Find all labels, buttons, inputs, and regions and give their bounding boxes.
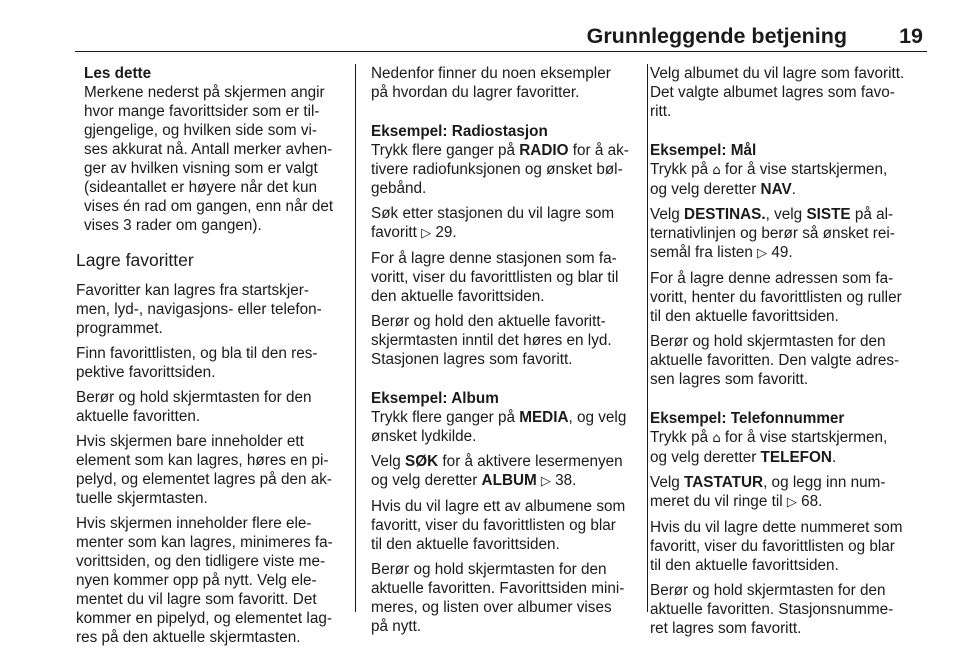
text-line: til den aktuelle favorittsiden.: [371, 536, 560, 553]
section-heading: Lagre favoritter: [76, 250, 194, 270]
paragraph: Trykk på ⌂ for å vise startskjermen, og velg deretter TELEFON.: [650, 429, 888, 466]
paragraph: Velg DESTINAS., velg SISTE på al- ternativlinjen og berør så ønsket rei- semål fra listen ▷ 49.: [650, 205, 928, 263]
text-line: voritt, viser du favorittlisten og blar til: [371, 269, 619, 286]
text-line: ret lagres som favoritt.: [650, 620, 802, 637]
paragraph: Velg TASTATUR, og legg inn num- meret du vil ringe til ▷ 68.: [650, 474, 886, 510]
text-line: meres, og listen over albumer vises: [371, 599, 612, 616]
text-line: ger av hvilken visning som er valgt: [84, 160, 318, 177]
text-line: Merkene nederst på skjermen angir: [84, 84, 325, 101]
example-heading-album: Eksempel: Album: [371, 390, 499, 407]
text-line: aktuelle favoritten.: [76, 408, 201, 425]
text-line: For å lagre denne stasjonen som fa-: [371, 250, 617, 267]
paragraph: [650, 332, 928, 389]
text-line: For å lagre denne adressen som fa-: [650, 270, 894, 287]
column-3: [650, 64, 928, 644]
example-heading-radio: Eksempel: Radiostasjon: [371, 123, 548, 140]
paragraph: Søk etter stasjonen du vil lagre som favoritt ▷ 29.: [371, 204, 641, 243]
text-line: favoritt, viser du favorittlisten og blar: [371, 517, 616, 534]
text-line: Velg albumet du vil lagre som favoritt.: [650, 65, 905, 82]
paragraph: [371, 312, 641, 369]
page-title: Grunnleggende betjening: [586, 24, 847, 48]
text-line: kommer en pipelyd, og elementet lag-: [76, 610, 332, 627]
text-line: nyen kommer opp på nytt. Velg ele-: [76, 572, 317, 589]
paragraph: [371, 560, 641, 636]
text-line: ses akkurat nå. Antall merker avhen-: [84, 141, 333, 158]
home-icon: ⌂: [712, 431, 721, 446]
text-line: programmet.: [76, 320, 163, 337]
paragraph: [371, 497, 641, 554]
triangle-ref-icon: ▷: [757, 246, 768, 261]
column-divider-2: [647, 64, 648, 612]
paragraph: [371, 249, 641, 306]
text-line: sen lagres som favoritt.: [650, 371, 809, 388]
text-line: Hvis du vil lagre dette nummeret som: [650, 519, 903, 536]
triangle-ref-icon: ▷: [536, 474, 551, 489]
text-line: voritt, henter du favorittlisten og ruller: [650, 289, 902, 306]
text-line: den aktuelle favorittsiden.: [371, 288, 545, 305]
paragraph: Trykk flere ganger på RADIO for å ak- tivere radiofunksjonen og ønsket bøl- gebånd.: [371, 141, 641, 198]
text-line: Berør og hold skjermtasten for den: [650, 582, 886, 599]
text-line: vises én rad om gangen, enn når det: [84, 198, 334, 215]
text-line: Finn favorittlisten, og bla til den res-: [76, 345, 318, 362]
page-number: 19: [899, 24, 923, 48]
text-line: aktuelle favoritten. Den valgte adres-: [650, 352, 900, 369]
text-line: på nytt.: [371, 618, 422, 635]
text-line: element som kan lagres, høres en pi-: [76, 452, 329, 469]
column-2: [371, 64, 641, 642]
paragraph: [650, 518, 928, 575]
paragraph: Trykk på ⌂ for å vise startskjermen, og velg deretter NAV.: [650, 161, 888, 198]
note-text: [84, 83, 344, 235]
text-line: til den aktuelle favorittsiden.: [650, 308, 839, 325]
text-line: Stasjonen lagres som favoritt.: [371, 351, 573, 368]
text-line: pektive favorittsiden.: [76, 364, 216, 381]
text-line: gjengelige, og hvilken side som vi-: [84, 122, 317, 139]
text-line: favoritt, viser du favorittlisten og blar: [650, 538, 895, 555]
text-line: vises 3 rader om gangen).: [84, 217, 262, 234]
text-line: res på den aktuelle skjermtasten.: [76, 629, 301, 646]
paragraph: [650, 269, 928, 326]
text-line: Hvis skjermen bare inneholder ett: [76, 433, 304, 450]
text-line: ritt.: [650, 103, 672, 120]
paragraph: Velg SØK for å aktivere lesermenyen og velg deretter ALBUM ▷ 38.: [371, 453, 623, 489]
text-line: ternativlinjen og berør så ønsket rei-: [650, 225, 895, 242]
text-line: tivere radiofunksjonen og ønsket bøl-: [371, 161, 623, 178]
text-line: tuelle skjermtasten.: [76, 490, 208, 507]
text-line: Berør og hold skjermtasten for den: [371, 561, 607, 578]
home-icon: ⌂: [712, 163, 721, 178]
paragraph: [76, 514, 344, 647]
text-line: hvor mange favorittsider som er til-: [84, 103, 320, 120]
text-line: Nedenfor finner du noen eksempler: [371, 65, 611, 82]
text-line: (sideantallet er høyere når det kun: [84, 179, 317, 196]
paragraph: Trykk flere ganger på MEDIA, og velg ønsket lydkilde.: [371, 409, 627, 445]
note-heading: Les dette: [84, 65, 152, 82]
example-heading-phone: Eksempel: Telefonnummer: [650, 410, 845, 427]
triangle-ref-icon: ▷: [421, 226, 432, 241]
text-line: aktuelle favoritten. Favorittsiden mini-: [371, 580, 625, 597]
text-line: mentet du vil lagre som favoritt. Det: [76, 591, 317, 608]
text-line: aktuelle favoritten. Stasjonsnumme-: [650, 601, 894, 618]
text-line: vorittsiden, og den tidligere viste me-: [76, 553, 326, 570]
paragraph: [650, 64, 928, 121]
text-line: til den aktuelle favorittsiden.: [650, 557, 839, 574]
paragraph: [371, 64, 641, 102]
text-line: Berør og hold skjermtasten for den: [76, 389, 312, 406]
text-line: gebånd.: [371, 180, 427, 197]
triangle-ref-icon: ▷: [786, 495, 797, 510]
page-header: [75, 24, 925, 50]
column-divider-1: [355, 64, 356, 612]
text-line: Favoritter kan lagres fra startskjer-: [76, 282, 309, 299]
text-line: Hvis skjermen inneholder flere ele-: [76, 515, 312, 532]
text-line: menter som kan lagres, minimeres fa-: [76, 534, 333, 551]
text-line: Søk etter stasjonen du vil lagre som: [371, 205, 615, 222]
column-1: [76, 64, 344, 653]
example-heading-destination: Eksempel: Mål: [650, 142, 757, 159]
paragraph: [76, 344, 344, 382]
text-line: pelyd, og elementet lagres på den ak-: [76, 471, 332, 488]
header-rule: [75, 51, 927, 52]
paragraph: [76, 281, 344, 338]
text-line: Det valgte albumet lagres som favo-: [650, 84, 895, 101]
text-line: Hvis du vil lagre ett av albumene som: [371, 498, 626, 515]
text-line: men, lyd-, navigasjons- eller telefon-: [76, 301, 322, 318]
text-line: på hvordan du lagrer favoritter.: [371, 84, 580, 101]
paragraph: [76, 388, 344, 426]
text-line: Berør og hold den aktuelle favoritt-: [371, 313, 606, 330]
text-line: Berør og hold skjermtasten for den: [650, 333, 886, 350]
paragraph: [76, 432, 344, 508]
paragraph: [650, 581, 928, 638]
note-box: [76, 64, 344, 235]
text-line: skjermtasten inntil det høres en lyd.: [371, 332, 612, 349]
